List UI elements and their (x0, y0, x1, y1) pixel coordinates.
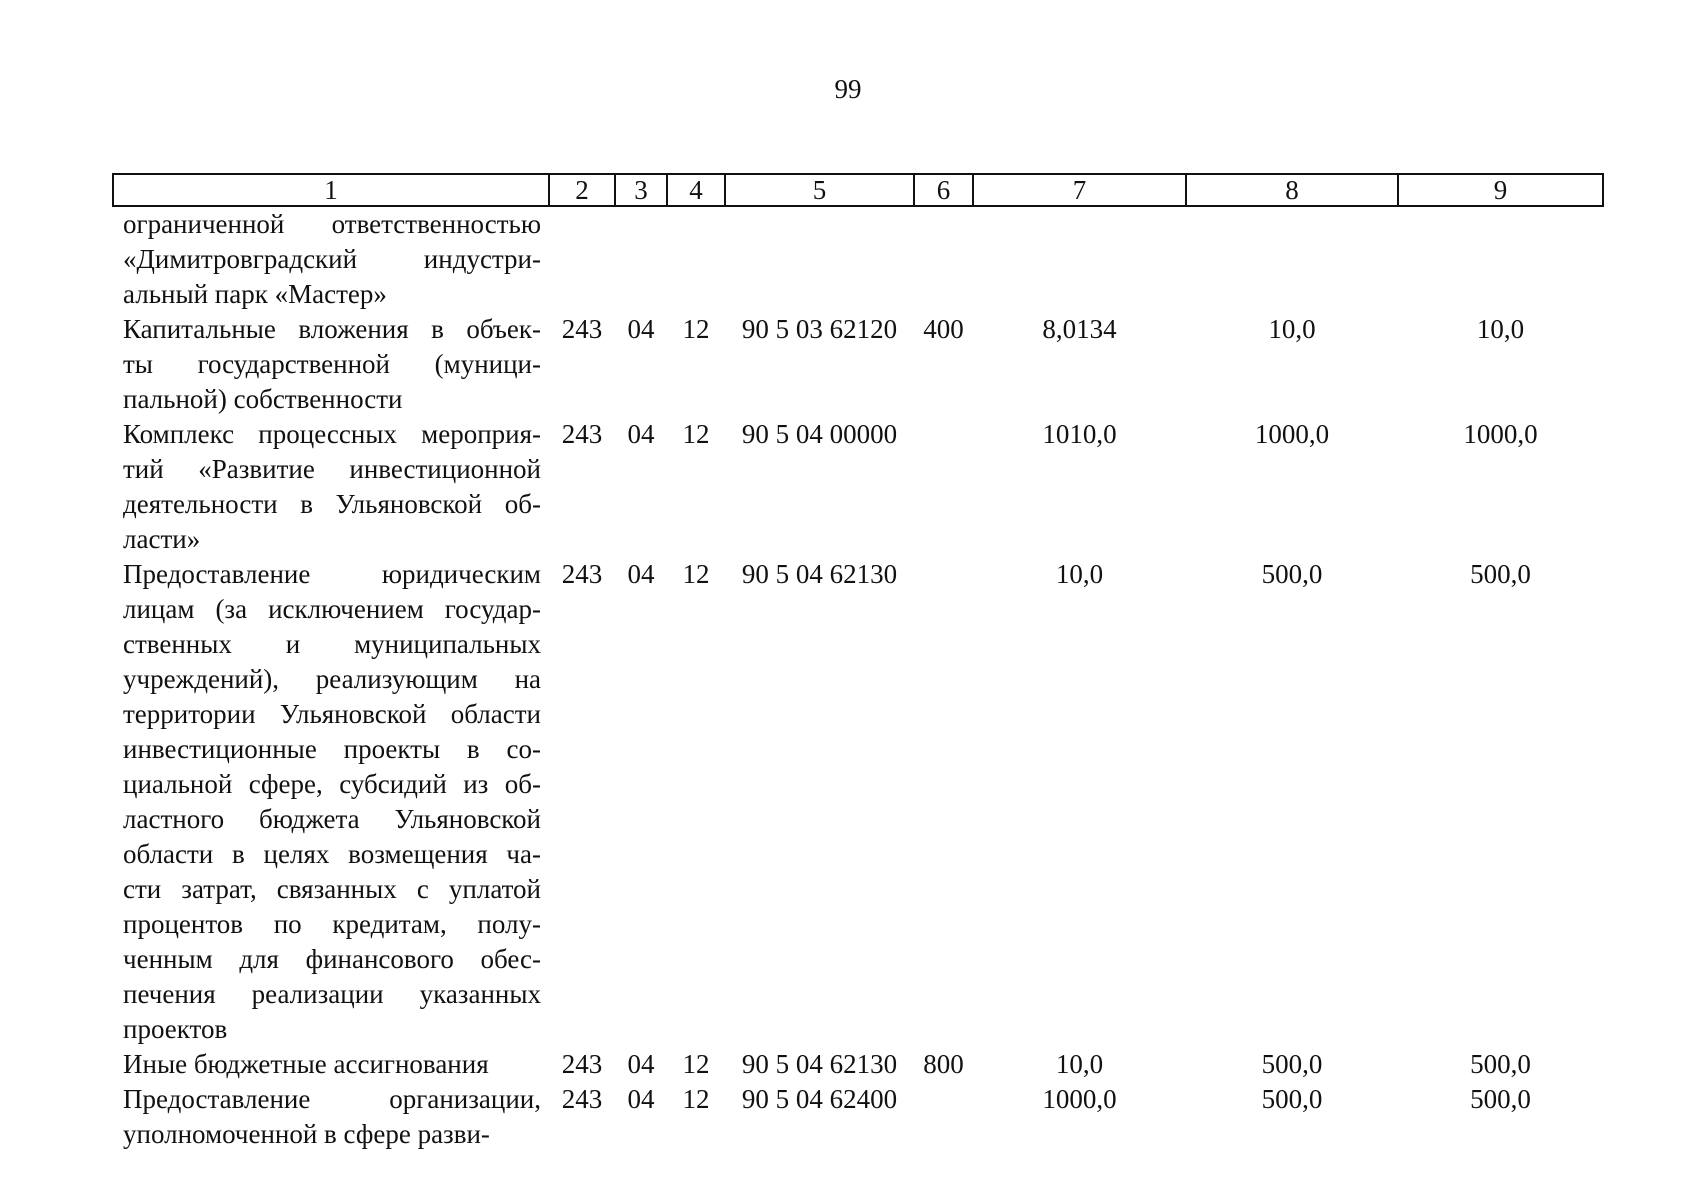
cell-c9: 10,0 (1476, 314, 1525, 344)
cell-c6: 800 (923, 1049, 964, 1079)
cell-c7 (973, 206, 1186, 312)
cell-c7: 8,0134 (1042, 314, 1117, 344)
cell-c8: 1000,0 (1254, 419, 1330, 449)
cell-c4: 12 (682, 1084, 710, 1114)
description-line: Капитальные вложения в объек- (123, 314, 541, 344)
table-row (113, 557, 1603, 1047)
cell-c5: 90 5 04 62130 (741, 1049, 898, 1079)
cell-c6 (914, 417, 973, 557)
description-line: деятельности в Ульяновской об- (123, 489, 541, 519)
description-line: Иные бюджетные ассигнования (123, 1049, 489, 1079)
column-header: 8 (1186, 174, 1398, 206)
description-line: ты государственной (муници- (123, 349, 541, 379)
description-line: лицам (за исключением государ- (123, 594, 541, 624)
description-line: процентов по кредитам, полу- (123, 909, 541, 939)
table-row (113, 417, 1603, 557)
cell-c3: 04 (627, 314, 655, 344)
cell-c9 (1398, 206, 1603, 312)
cell-c5 (725, 206, 914, 312)
cell-c9: 500,0 (1470, 559, 1531, 589)
description-line: ственных и муниципальных (123, 629, 541, 659)
cell-c9: 500,0 (1470, 1084, 1531, 1114)
description-line: проектов (123, 1014, 228, 1044)
description-line: Комплекс процессных мероприя- (123, 419, 541, 449)
cell-c3 (615, 206, 667, 312)
cell-c4: 12 (682, 1049, 710, 1079)
row-description (113, 206, 549, 312)
description-line: сти затрат, связанных с уплатой (123, 874, 541, 904)
cell-c2 (549, 206, 615, 312)
table-row (113, 312, 1603, 417)
description-line: инвестиционные проекты в со- (123, 734, 541, 764)
column-header: 2 (549, 174, 615, 206)
row-description (113, 417, 549, 557)
cell-c2: 243 (561, 559, 603, 589)
cell-c4 (667, 206, 725, 312)
cell-c6 (914, 557, 973, 1047)
column-header: 3 (615, 174, 667, 206)
description-line: «Димитровградский индустри- (123, 244, 541, 274)
description-line: печения реализации указанных (123, 979, 541, 1009)
table-row (113, 1047, 1603, 1082)
column-header: 9 (1398, 174, 1603, 206)
cell-c4: 12 (682, 559, 710, 589)
cell-c7: 10,0 (1055, 559, 1104, 589)
cell-c4: 12 (682, 419, 710, 449)
cell-c2: 243 (561, 1084, 603, 1114)
description-line: ченным для финансового обес- (123, 944, 541, 974)
cell-c8: 500,0 (1261, 1049, 1323, 1079)
description-line: Предоставление юридическим (123, 559, 541, 589)
cell-c2: 243 (561, 419, 603, 449)
page-number: 99 (834, 74, 862, 104)
description-line: альный парк «Мастер» (123, 279, 387, 309)
cell-c5: 90 5 04 00000 (741, 419, 898, 449)
column-header: 6 (914, 174, 973, 206)
cell-c5: 90 5 04 62400 (741, 1084, 898, 1114)
description-line: области в целях возмещения ча- (123, 839, 541, 869)
description-line: ласти» (123, 524, 201, 554)
row-description (113, 1047, 549, 1082)
cell-c5: 90 5 03 62120 (741, 314, 898, 344)
cell-c9: 1000,0 (1463, 419, 1538, 449)
cell-c3: 04 (627, 419, 655, 449)
description-line: учреждений), реализующим на (123, 664, 541, 694)
description-line: ластного бюджета Ульяновской (123, 804, 541, 834)
column-header: 1 (113, 174, 549, 206)
cell-c6 (914, 1082, 973, 1152)
cell-c3: 04 (627, 1084, 655, 1114)
budget-table (112, 173, 1604, 1152)
cell-c3: 04 (627, 559, 655, 589)
description-line: территории Ульяновской области (123, 699, 541, 729)
cell-c6 (914, 206, 973, 312)
description-line: циальной сфере, субсидий из об- (123, 769, 541, 799)
table-row (113, 206, 1603, 312)
table-body (113, 206, 1603, 1152)
cell-c2: 243 (561, 314, 603, 344)
description-line: уполномоченной в сфере разви- (123, 1119, 490, 1149)
row-description (113, 312, 549, 417)
cell-c8: 10,0 (1268, 314, 1316, 344)
cell-c9: 500,0 (1470, 1049, 1531, 1079)
description-line: тий «Развитие инвестиционной (123, 454, 541, 484)
row-description (113, 557, 549, 1047)
cell-c3: 04 (627, 1049, 655, 1079)
table-header-row (113, 174, 1603, 206)
cell-c8: 500,0 (1261, 1084, 1323, 1114)
cell-c2: 243 (561, 1049, 603, 1079)
cell-c8: 500,0 (1261, 559, 1323, 589)
cell-c4: 12 (682, 314, 710, 344)
column-header: 4 (667, 174, 725, 206)
cell-c6: 400 (923, 314, 964, 344)
cell-c7: 1010,0 (1042, 419, 1117, 449)
row-description (113, 1082, 549, 1152)
cell-c7: 1000,0 (1042, 1084, 1117, 1114)
table-row (113, 1082, 1603, 1152)
cell-c5: 90 5 04 62130 (741, 559, 898, 589)
description-line: Предоставление организации, (123, 1084, 541, 1114)
column-header: 7 (973, 174, 1186, 206)
description-line: ограниченной ответственностью (123, 209, 541, 239)
cell-c7: 10,0 (1055, 1049, 1104, 1079)
column-header: 5 (725, 174, 914, 206)
cell-c8 (1186, 206, 1398, 312)
description-line: пальной) собственности (123, 384, 403, 414)
